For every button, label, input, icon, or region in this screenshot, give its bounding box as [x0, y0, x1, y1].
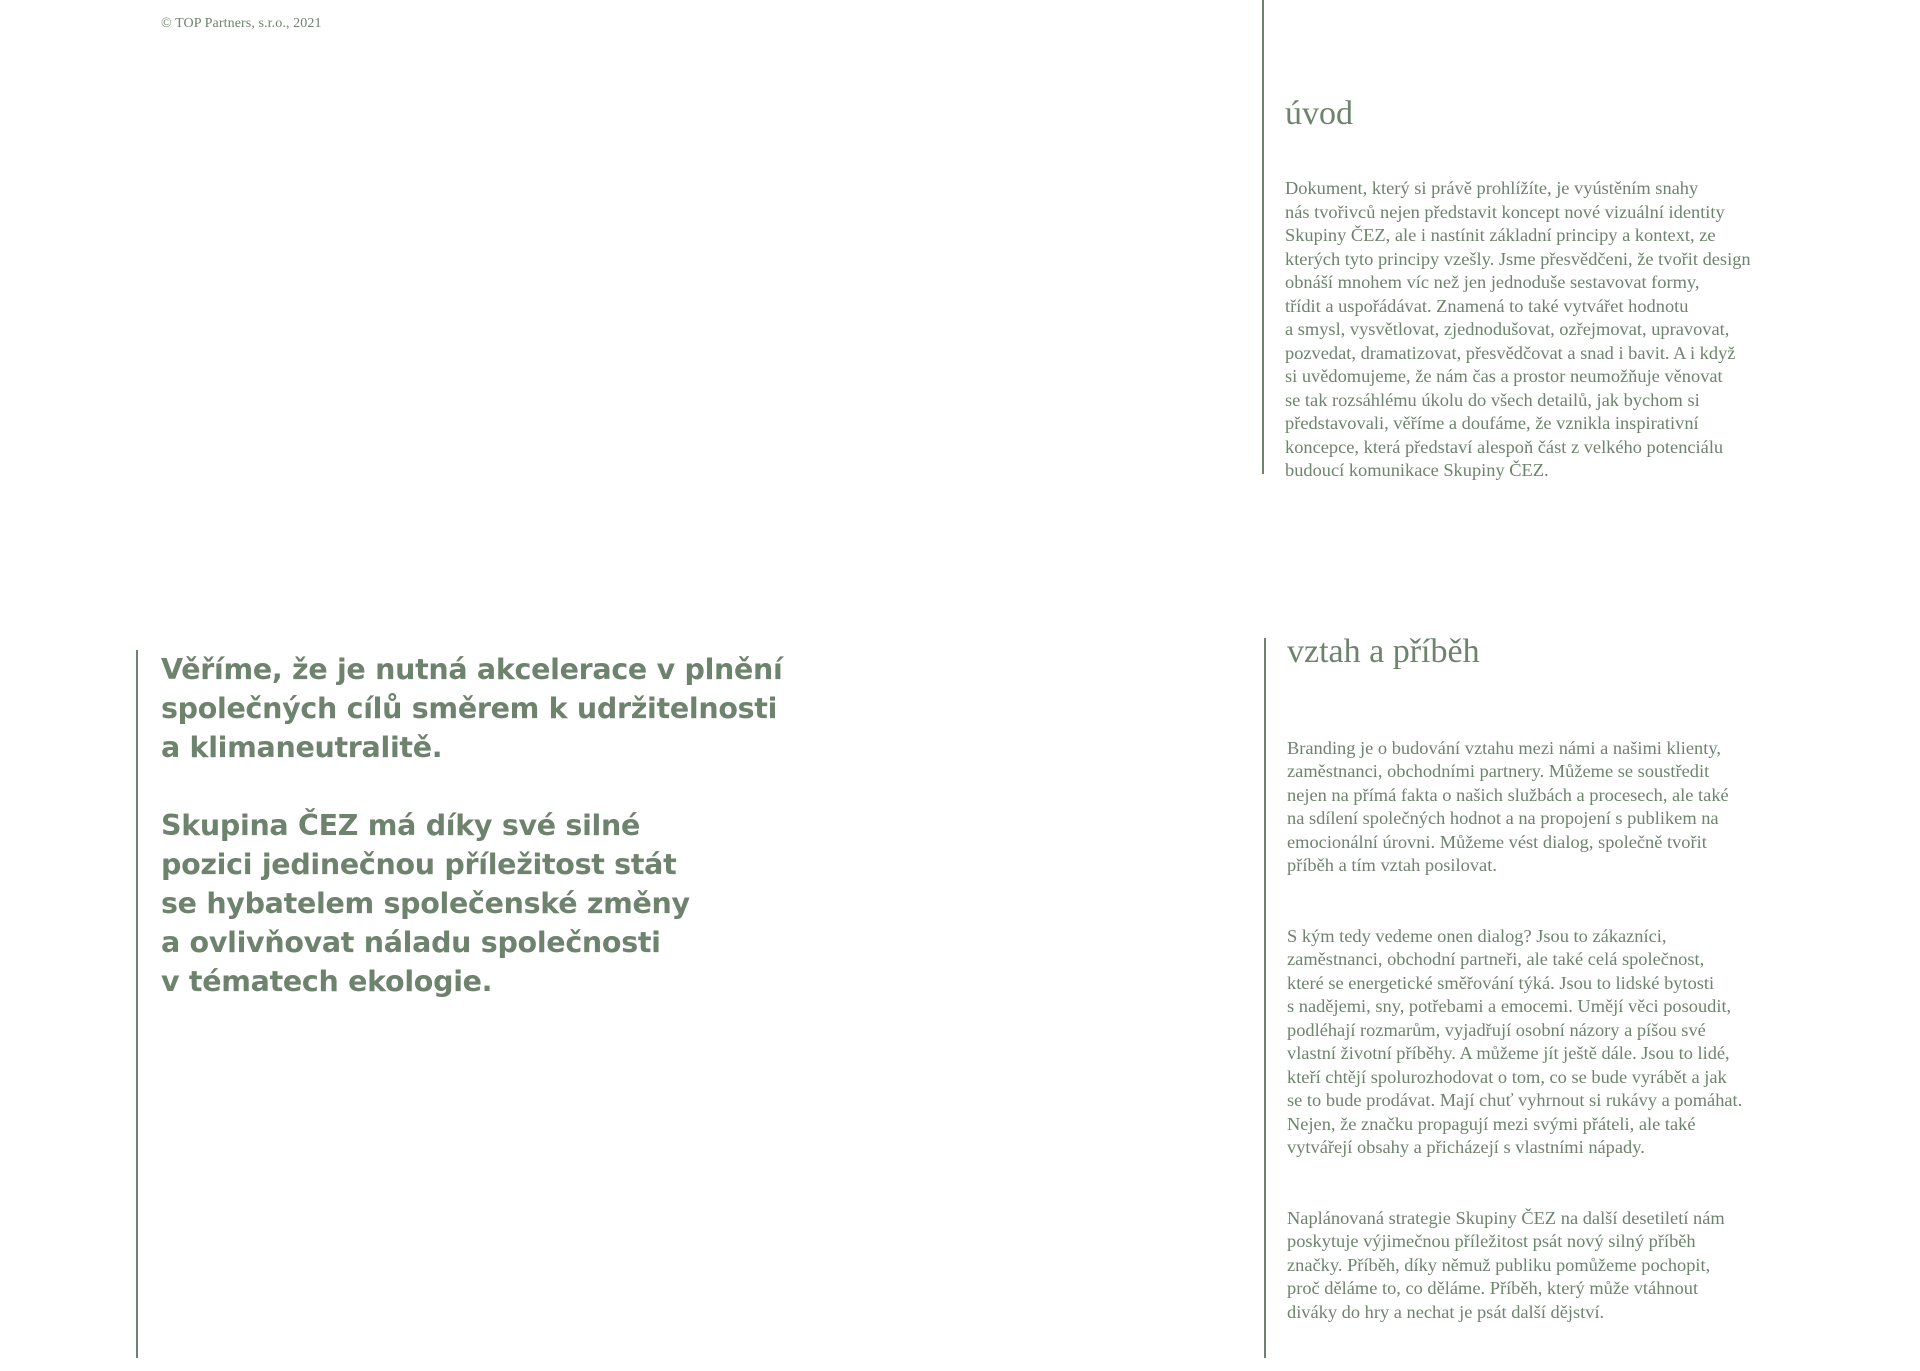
intro-heading: úvod: [1285, 95, 1353, 132]
story-text: [1287, 713, 1807, 1371]
manifest-paragraph: Věříme, že je nutná akcelerace v plnění společných cílů směrem k udržitelnosti a klimaneutralitě.: [161, 653, 783, 764]
story-paragraph: Branding je o budování vztahu mezi námi a našimi klienty, zaměstnanci, obchodními partnery. Můžeme se soustředit nejen na přímá fakta o našich službách a procesech, ale také na sdílení společných hodnot a na propojení s publikem na emocionální úrovni. Můžeme vést dialog, společně tvořit příběh a tím vztah posilovat.: [1287, 737, 1729, 875]
manifest-paragraph: Skupina ČEZ má díky své silné pozici jedinečnou příležitost stát se hybatelem společenské změny a ovlivňovat náladu společnosti v tématech ekologie.: [161, 809, 690, 998]
copyright-notice: © TOP Partners, s.r.o., 2021: [161, 16, 322, 31]
story-heading: vztah a příběh: [1287, 633, 1480, 670]
story-paragraph: Naplánovaná strategie Skupiny ČEZ na další desetiletí nám poskytuje výjimečnou příležitost psát nový silný příběh značky. Příběh, díky němuž publiku pomůžeme pochopit, proč děláme to, co děláme. Příběh, který může vtáhnout diváky do hry a nechat je psát další dějství.: [1287, 1207, 1725, 1322]
story-divider-line: [1264, 638, 1266, 1358]
intro-text: Dokument, který si právě prohlížíte, je vyústěním snahy nás tvořivců nejen představit koncept nové vizuální identity Skupiny ČEZ, ale i nastínit základní principy a kontext, ze kterých tyto principy vzešly. Jsme přesvědčeni, že tvořit design obnáší mnohem víc než jen jednoduše sestavovat formy, třídit a uspořádávat. Znamená to také vytvářet hodnotu a smysl, vysvětlovat, zjednodušovat, ozřejmovat, upravovat, pozvedat, dramatizovat, přesvědčovat a snad i bavit. A i když si uvědomujeme, že nám čas a prostor neumožňuje věnovat se tak rozsáhlému úkolu do všech detailů, jak bychom si představovali, věříme a doufáme, že vznikla inspirativní koncepce, která představí alespoň část z velkého potenciálu budoucí komunikace Skupiny ČEZ.: [1285, 178, 1751, 480]
manifest-divider-line: [136, 650, 138, 1358]
manifest-statement: [161, 650, 961, 1040]
story-paragraph: S kým tedy vedeme onen dialog? Jsou to zákazníci, zaměstnanci, obchodní partneři, ale také celá společnost, které se energetické směřování týká. Jsou to lidské bytosti s nadějemi, sny, potřebami a emocemi. Umějí věci posoudit, podléhají rozmarům, vyjadřují osobní názory a píšou své vlastní životní příběhy. A můžeme jít ještě dále. Jsou to lidé, kteří chtějí spolurozhodovat o tom, co se bude vyrábět a jak se to bude prodávat. Mají chuť vyhrnout si rukávy a pomáhat. Nejen, že značku propagují mezi svými přáteli, ale také vytvářejí obsahy a přicházejí s vlastními nápady.: [1287, 925, 1743, 1157]
intro-divider-line: [1262, 0, 1264, 474]
